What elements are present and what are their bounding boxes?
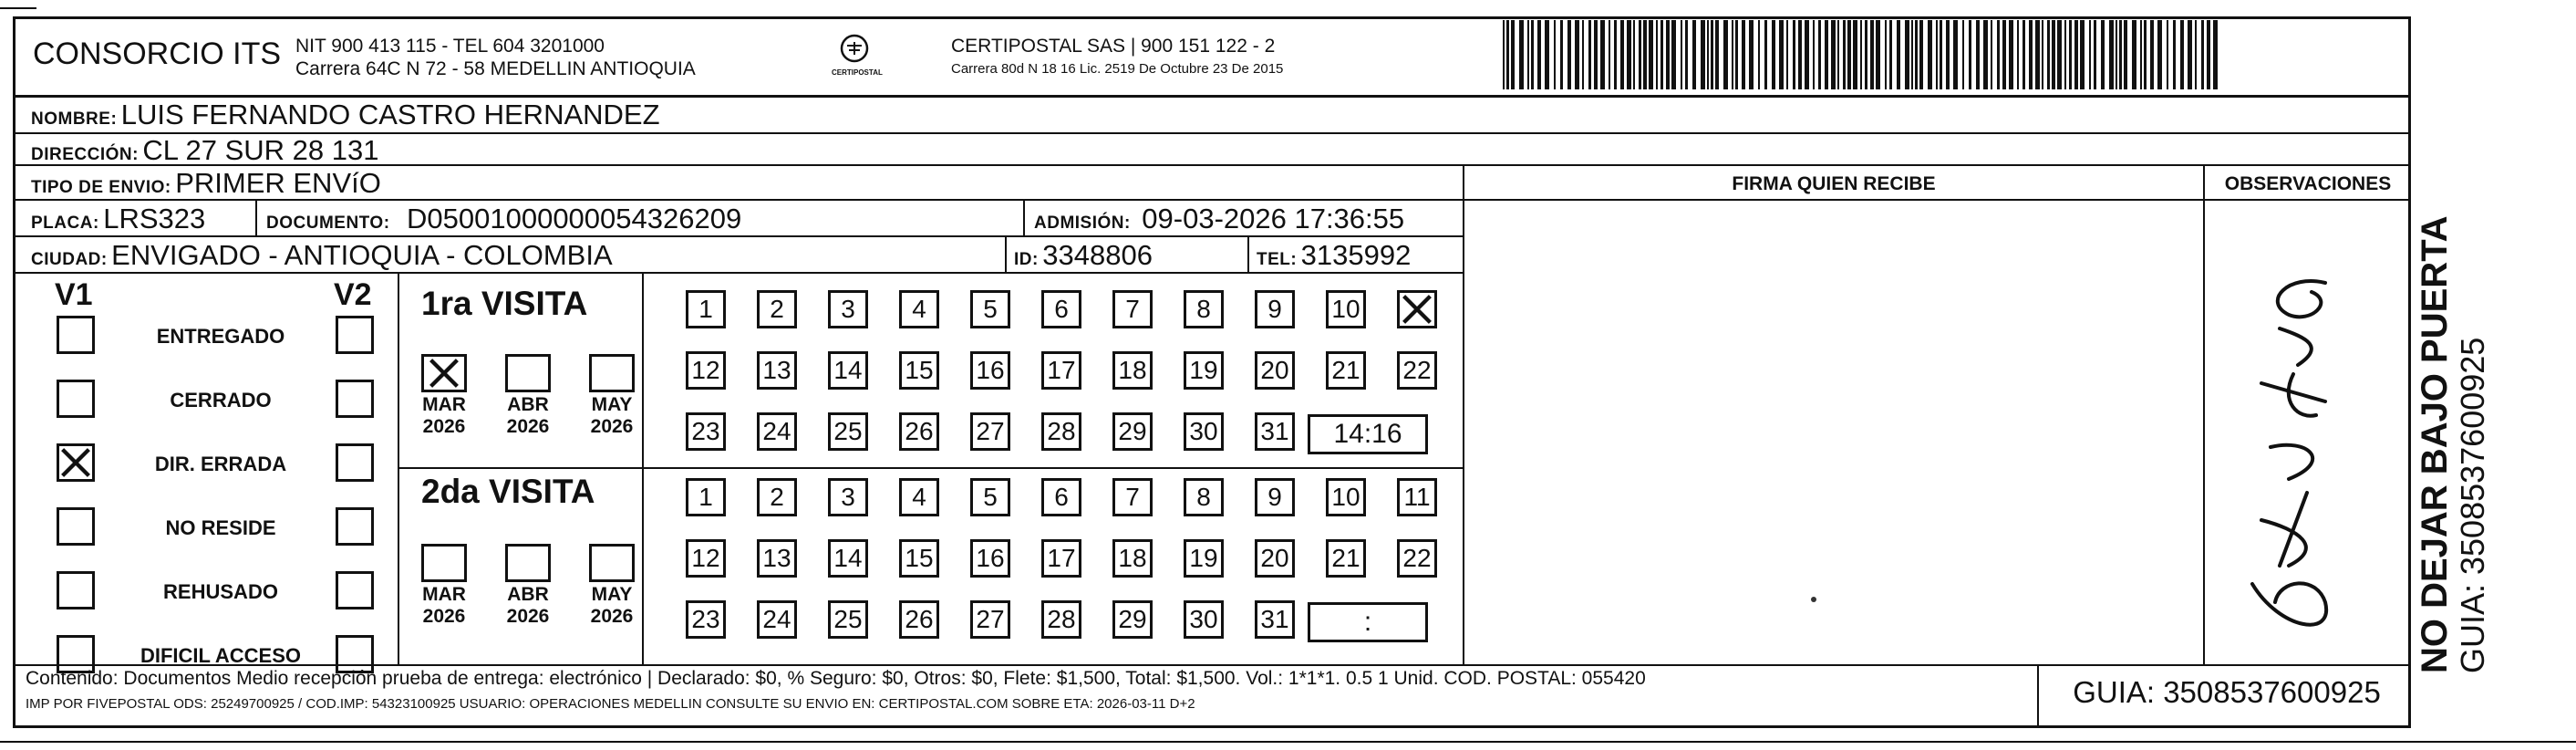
barcode-bar (1758, 20, 1760, 89)
documento-value: D05001000000054326209 (407, 203, 742, 234)
nombre-label: NOMBRE: (31, 109, 118, 129)
month-year: 2026 (590, 416, 634, 437)
day-box[interactable]: 7 (1112, 290, 1153, 328)
placa-cell (31, 203, 205, 235)
firma-header: FIRMA QUIEN RECIBE (1732, 173, 1936, 194)
day-box[interactable]: 27 (970, 412, 1010, 451)
barcode-bar (1853, 20, 1857, 89)
barcode-bar (1503, 20, 1505, 89)
company-info (295, 35, 696, 80)
day-box[interactable]: 5 (970, 478, 1010, 516)
day-box[interactable]: 29 (1112, 600, 1153, 639)
barcode-bar (1793, 20, 1795, 89)
barcode-bar (1537, 20, 1541, 89)
visit1-title: 1ra VISITA (421, 285, 588, 322)
id-value: 3348806 (1042, 239, 1153, 271)
barcode-bar (1627, 20, 1631, 89)
day-box[interactable]: 25 (828, 600, 868, 639)
barcode-bar (1609, 20, 1610, 89)
barcode-bar (1928, 20, 1932, 89)
tipo-row (31, 167, 381, 200)
day-box[interactable]: 22 (1397, 539, 1437, 578)
footer-divider (13, 664, 2411, 666)
certipostal-logo (832, 33, 883, 77)
ciudad-value: ENVIGADO - ANTIOQUIA - COLOMBIA (111, 239, 613, 271)
barcode-bar (2029, 20, 2033, 89)
barcode-bar (1639, 20, 1641, 89)
barcode-bar (1614, 20, 1617, 89)
barcode-bar (2195, 20, 2197, 89)
barcode-bar (1723, 20, 1728, 89)
barcode-bar (1671, 20, 1676, 89)
day-box[interactable]: 20 (1255, 351, 1295, 390)
contenido-line: Contenido: Documentos Medio recepción prueba de entrega: electrónico | Declarado: $0, % Seguro: $0, Otros: $0, Flete: $1,500, Total: $1,500. Vol.: 1*1*1. 0.5 1 Unid. COD. POSTAL: 055420 (26, 668, 1646, 689)
visit2-time-box[interactable]: : (1308, 602, 1428, 642)
barcode-bar (1843, 20, 1846, 89)
barcode (1503, 20, 2223, 89)
day-box[interactable]: 13 (757, 351, 797, 390)
day-box[interactable]: 4 (899, 290, 939, 328)
barcode-bar (1692, 20, 1696, 89)
barcode-bar (1813, 20, 1815, 89)
barcode-bar (2094, 20, 2096, 89)
barcode-bar (1588, 20, 1591, 89)
day-box[interactable]: 30 (1184, 412, 1224, 451)
barcode-bar (1764, 20, 1767, 89)
barcode-bar (1511, 20, 1515, 89)
barcode-bar (1991, 20, 1992, 89)
day-box[interactable]: 21 (1326, 351, 1366, 390)
admision-cell (1034, 203, 1404, 235)
barcode-bar (1620, 20, 1624, 89)
day-box[interactable]: 24 (757, 600, 797, 639)
day-box[interactable]: 28 (1041, 600, 1081, 639)
direccion-row (31, 134, 378, 167)
guia-divider (2037, 664, 2039, 728)
barcode-bar (1969, 20, 1971, 89)
day-box[interactable]: 27 (970, 600, 1010, 639)
logo-icon (836, 33, 873, 64)
day-box[interactable]: 10 (1326, 290, 1366, 328)
day-box[interactable] (1397, 290, 1437, 328)
barcode-bar (1742, 20, 1745, 89)
barcode-bar (1779, 20, 1784, 89)
nit-line: NIT 900 413 115 - TEL 604 3201000 (295, 36, 605, 57)
barcode-bar (1976, 20, 1980, 89)
barcode-bar (1656, 20, 1658, 89)
month-checkbox[interactable] (421, 544, 467, 582)
barcode-bar (2047, 20, 2050, 89)
x-mark-icon (424, 357, 464, 390)
barcode-bar (1860, 20, 1862, 89)
barcode-bar (2089, 20, 2091, 89)
day-box[interactable]: 3 (828, 478, 868, 516)
documento-label: DOCUMENTO: (266, 214, 390, 233)
month-name: MAY (591, 394, 633, 415)
day-box[interactable]: 31 (1255, 412, 1295, 451)
placa-label: PLACA: (31, 214, 99, 233)
month-name: MAY (591, 584, 633, 605)
v1-checkbox[interactable] (57, 507, 95, 546)
day-box[interactable]: 16 (970, 539, 1010, 578)
v2-checkbox[interactable] (336, 443, 374, 482)
barcode-bar (1818, 20, 1821, 89)
month-label (412, 584, 476, 628)
month-checkbox[interactable] (589, 354, 635, 392)
barcode-bar (1915, 20, 1918, 89)
tipo-value: PRIMER ENVíO (175, 167, 381, 199)
day-box[interactable]: 18 (1112, 539, 1153, 578)
barcode-bar (1837, 20, 1839, 89)
cell-divider (255, 199, 257, 235)
admision-label: ADMISIÓN: (1034, 214, 1131, 233)
barcode-bar (1885, 20, 1887, 89)
barcode-bar (1786, 20, 1788, 89)
v2-checkbox[interactable] (336, 507, 374, 546)
barcode-bar (1962, 20, 1964, 89)
barcode-bar (1772, 20, 1775, 89)
barcode-bar (2173, 20, 2176, 89)
month-name: MAR (422, 394, 466, 415)
barcode-bar (1545, 20, 1549, 89)
month-year: 2026 (422, 416, 466, 437)
v2-label: V2 (334, 277, 372, 312)
day-box[interactable]: 26 (899, 600, 939, 639)
barcode-bar (2057, 20, 2062, 89)
month-label (412, 394, 476, 438)
handwritten-signature (2225, 265, 2362, 657)
barcode-bar (2140, 20, 2142, 89)
barcode-bar (2035, 20, 2040, 89)
day-box[interactable]: 2 (757, 290, 797, 328)
barcode-bar (1953, 20, 1958, 89)
day-box[interactable]: 24 (757, 412, 797, 451)
carrier-sub: Carrera 80d N 18 16 Lic. 2519 De Octubre 23 De 2015 (951, 61, 1284, 77)
barcode-bar (1600, 20, 1605, 89)
day-box[interactable]: 1 (686, 290, 726, 328)
day-box[interactable]: 26 (899, 412, 939, 451)
company-address: Carrera 64C N 72 - 58 MEDELLIN ANTIOQUIA (295, 58, 696, 79)
status-label: DIFICIL ACCESO (140, 644, 301, 667)
visit-separator (398, 467, 1463, 469)
day-box[interactable]: 17 (1041, 539, 1081, 578)
v2-checkbox[interactable] (336, 316, 374, 354)
day-box[interactable]: 5 (970, 290, 1010, 328)
barcode-bar (2207, 20, 2210, 89)
barcode-bar (2116, 20, 2117, 89)
day-box[interactable]: 13 (757, 539, 797, 578)
barcode-bar (1889, 20, 1892, 89)
barcode-bar (1897, 20, 1900, 89)
barcode-bar (1681, 20, 1682, 89)
day-box[interactable]: 10 (1326, 478, 1366, 516)
month-checkbox[interactable] (589, 544, 635, 582)
id-cell (1014, 239, 1153, 272)
barcode-bar (1798, 20, 1802, 89)
day-box[interactable]: 6 (1041, 478, 1081, 516)
v2-checkbox[interactable] (336, 380, 374, 418)
month-checkbox[interactable] (505, 354, 551, 392)
status-label: CERRADO (170, 389, 272, 411)
barcode-bar (2064, 20, 2066, 89)
barcode-bar (1711, 20, 1713, 89)
day-box[interactable]: 1 (686, 478, 726, 516)
footer-guia: GUIA: 3508537600925 (2073, 675, 2381, 709)
admision-value: 09-03-2026 17:36:55 (1142, 203, 1405, 234)
month-label (580, 394, 644, 438)
day-box[interactable]: 2 (757, 478, 797, 516)
barcode-bar (1983, 20, 1988, 89)
barcode-bar (2009, 20, 2013, 89)
day-box[interactable]: 23 (686, 412, 726, 451)
x-mark-icon (59, 446, 92, 479)
logo-text: CERTIPOSTAL (832, 68, 883, 77)
imp-line: IMP POR FIVEPOSTAL ODS: 25249700925 / COD.IMP: 54323100925 USUARIO: OPERACIONES MEDELLIN CONSULTE SU ENVIO EN: CERTIPOSTAL.COM SOBRE ETA: 2026-03-11 D+2 (26, 696, 1195, 712)
day-box[interactable]: 9 (1255, 478, 1295, 516)
tel-label: TEL: (1257, 250, 1298, 269)
day-box[interactable]: 8 (1184, 478, 1224, 516)
firma-left-border (1463, 164, 1464, 664)
barcode-bar (2180, 20, 2184, 89)
barcode-bar (1567, 20, 1571, 89)
barcode-bar (1870, 20, 1874, 89)
carrier-line: CERTIPOSTAL SAS | 900 151 122 - 2 (951, 36, 1276, 57)
barcode-bar (1749, 20, 1754, 89)
day-box[interactable]: 7 (1112, 478, 1153, 516)
barcode-bar (2119, 20, 2122, 89)
tel-cell (1257, 239, 1411, 272)
month-year: 2026 (422, 606, 466, 627)
observaciones-header: OBSERVACIONES (2224, 173, 2392, 194)
day-box[interactable]: 19 (1184, 351, 1224, 390)
barcode-bar (1919, 20, 1923, 89)
barcode-bar (1594, 20, 1598, 89)
day-box[interactable]: 12 (686, 539, 726, 578)
day-box[interactable]: 25 (828, 412, 868, 451)
day-box[interactable]: 3 (828, 290, 868, 328)
barcode-bar (2132, 20, 2136, 89)
nombre-row (31, 99, 660, 131)
barcode-bar (2074, 20, 2078, 89)
barcode-bar (1527, 20, 1529, 89)
direccion-label: DIRECCIÓN: (31, 145, 139, 164)
barcode-bar (1876, 20, 1880, 89)
day-box[interactable]: 28 (1041, 412, 1081, 451)
barcode-bar (2150, 20, 2154, 89)
barcode-bar (1506, 20, 1509, 89)
barcode-bar (2002, 20, 2006, 89)
ciudad-label: CIUDAD: (31, 250, 108, 269)
barcode-bar (2188, 20, 2192, 89)
barcode-bar (1660, 20, 1663, 89)
day-box[interactable]: 17 (1041, 351, 1081, 390)
day-box[interactable]: 4 (899, 478, 939, 516)
day-box[interactable]: 19 (1184, 539, 1224, 578)
barcode-bar (1735, 20, 1738, 89)
barcode-bar (2124, 20, 2127, 89)
barcode-bar (2167, 20, 2168, 89)
cell-divider (1023, 199, 1025, 235)
barcode-bar (1940, 20, 1942, 89)
barcode-bar (1946, 20, 1950, 89)
month-name: MAR (422, 584, 466, 605)
barcode-bar (1531, 20, 1534, 89)
day-box[interactable]: 30 (1184, 600, 1224, 639)
barcode-bar (1560, 20, 1563, 89)
nombre-value: LUIS FERNANDO CASTRO HERNANDEZ (120, 99, 660, 130)
barcode-bar (1905, 20, 1909, 89)
barcode-bar (1936, 20, 1938, 89)
barcode-bar (1633, 20, 1635, 89)
month-year: 2026 (506, 606, 550, 627)
barcode-bar (2080, 20, 2085, 89)
day-box[interactable]: 15 (899, 351, 939, 390)
ciudad-cell (31, 239, 613, 272)
carrier-info (951, 35, 1283, 80)
row-line (13, 272, 1464, 274)
status-label: ENTREGADO (156, 325, 285, 348)
barcode-bar (1732, 20, 1733, 89)
barcode-bar (2157, 20, 2162, 89)
barcode-bar (2109, 20, 2114, 89)
v1-label: V1 (55, 277, 93, 312)
visit2-title: 2da VISITA (421, 473, 595, 510)
barcode-bar (1707, 20, 1709, 89)
v1-checkbox[interactable] (57, 380, 95, 418)
day-box[interactable]: 23 (686, 600, 726, 639)
day-box[interactable]: 16 (970, 351, 1010, 390)
v1-checkbox[interactable] (57, 571, 95, 609)
day-box[interactable]: 14 (828, 351, 868, 390)
barcode-bar (2069, 20, 2072, 89)
barcode-bar (1715, 20, 1719, 89)
barcode-bar (1575, 20, 1579, 89)
barcode-bar (1847, 20, 1851, 89)
obs-left-border (2203, 164, 2205, 664)
documento-cell (266, 203, 741, 235)
day-box[interactable]: 9 (1255, 290, 1295, 328)
placa-value: LRS323 (103, 203, 206, 234)
direccion-value: CL 27 SUR 28 131 (142, 134, 379, 166)
day-box[interactable]: 12 (686, 351, 726, 390)
barcode-bar (1519, 20, 1524, 89)
barcode-bar (1666, 20, 1670, 89)
barcode-bar (1582, 20, 1584, 89)
day-box[interactable]: 21 (1326, 539, 1366, 578)
month-checkbox[interactable] (505, 544, 551, 582)
barcode-bar (1997, 20, 2000, 89)
barcode-bar (1805, 20, 1809, 89)
barcode-bar (2144, 20, 2147, 89)
day-box[interactable]: 18 (1112, 351, 1153, 390)
day-box[interactable]: 8 (1184, 290, 1224, 328)
barcode-bar (2201, 20, 2204, 89)
day-box[interactable]: 20 (1255, 539, 1295, 578)
visit1-time-box[interactable]: 14:16 (1308, 414, 1428, 454)
v2-checkbox[interactable] (336, 571, 374, 609)
tel-value: 3135992 (1300, 239, 1412, 271)
v1-checkbox[interactable] (57, 443, 95, 482)
day-box[interactable]: 11 (1397, 478, 1437, 516)
barcode-bar (2052, 20, 2055, 89)
side-guia: GUIA: 3508537600925 (2454, 337, 2491, 673)
barcode-bar (2042, 20, 2043, 89)
status-label: REHUSADO (163, 580, 278, 603)
status-label: DIR. ERRADA (154, 453, 287, 475)
corner-mark (0, 7, 36, 9)
barcode-bar (2101, 20, 2105, 89)
barcode-bar (1831, 20, 1836, 89)
month-year: 2026 (590, 606, 634, 627)
month-name: ABR (507, 584, 549, 605)
day-box[interactable]: 29 (1112, 412, 1153, 451)
barcode-bar (1865, 20, 1867, 89)
month-label (580, 584, 644, 628)
barcode-bar (1649, 20, 1653, 89)
v1-checkbox[interactable] (57, 316, 95, 354)
barcode-bar (1825, 20, 1828, 89)
x-mark-icon (1400, 293, 1434, 326)
bottom-edge-line (0, 741, 2576, 743)
barcode-bar (2213, 20, 2218, 89)
day-box[interactable]: 31 (1255, 600, 1295, 639)
barcode-bar (1911, 20, 1913, 89)
day-box[interactable]: 6 (1041, 290, 1081, 328)
day-box[interactable]: 22 (1397, 351, 1437, 390)
barcode-bar (1554, 20, 1556, 89)
month-label (496, 584, 560, 628)
barcode-bar (1643, 20, 1647, 89)
cell-divider (1247, 235, 1249, 272)
barcode-bar (2017, 20, 2019, 89)
tipo-label: TIPO DE ENVIO: (31, 178, 171, 197)
company-name: CONSORCIO ITS (33, 36, 282, 71)
ink-dot (1811, 597, 1816, 602)
month-checkbox[interactable] (421, 354, 467, 392)
barcode-bar (1685, 20, 1688, 89)
day-box[interactable]: 14 (828, 539, 868, 578)
barcode-bar (1701, 20, 1705, 89)
status-label: NO RESIDE (165, 516, 276, 539)
cell-divider (1005, 235, 1007, 272)
month-name: ABR (507, 394, 549, 415)
header-divider (13, 95, 2411, 98)
id-label: ID: (1014, 250, 1039, 269)
month-year: 2026 (506, 416, 550, 437)
month-label (496, 394, 560, 438)
barcode-bar (2023, 20, 2025, 89)
day-box[interactable]: 15 (899, 539, 939, 578)
no-dejar-bajo-puerta: NO DEJAR BAJO PUERTA (2415, 215, 2455, 673)
